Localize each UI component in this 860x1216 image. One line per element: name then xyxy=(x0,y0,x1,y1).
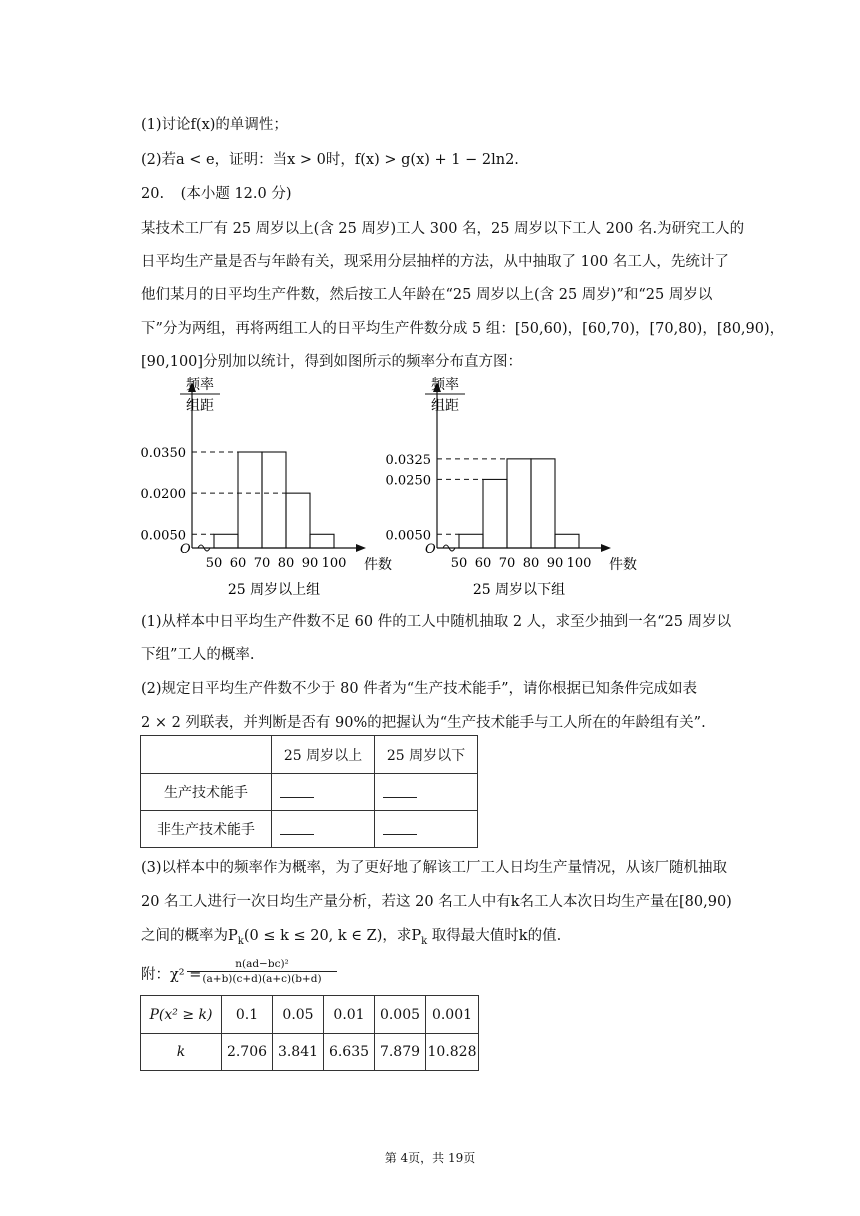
q20-sub1-line: 下组”工人的概率. xyxy=(141,647,255,663)
q20-sub2-line: (2)规定日平均生产件数不少于 80 件者为“生产技术能手”，请你根据已知条件完成如表 xyxy=(141,681,698,697)
q19-part1: (1)讨论f(x)的单调性； xyxy=(141,117,288,133)
table-cell: 0.1 xyxy=(222,996,273,1034)
origin-label: O xyxy=(425,542,436,557)
x-tick-label: 90 xyxy=(546,556,564,571)
histogram-above-25 xyxy=(130,372,400,604)
x-tick-label: 60 xyxy=(229,556,247,571)
y-tick-label: 0.0350 xyxy=(140,446,186,461)
table-cell: 3.841 xyxy=(273,1034,324,1071)
y-tick-label: 0.0050 xyxy=(385,528,431,544)
table-cell: 6.635 xyxy=(324,1034,375,1071)
chart-title: 25 周岁以下组 xyxy=(472,582,566,598)
answer-blank[interactable] xyxy=(280,783,314,798)
x-tick-label: 50 xyxy=(205,556,223,571)
q20-intro-line: 日平均生产量是否与年龄有关，现采用分层抽样的方法，从中抽取了 100 名工人，先统计了 xyxy=(141,254,729,270)
y-tick-label: 0.0050 xyxy=(140,528,186,544)
x-tick-label: 50 xyxy=(450,556,468,571)
histogram-bar xyxy=(459,534,483,548)
x-tick-label: 90 xyxy=(301,556,319,571)
y-axis-label-numerator: 频率 xyxy=(431,377,459,393)
x-axis-arrow xyxy=(356,544,366,552)
table-cell: 7.879 xyxy=(375,1034,426,1071)
table-row-label: 生产技术能手 xyxy=(141,774,272,811)
appendix-prefix: 附：χ² = xyxy=(141,967,202,983)
q20-header xyxy=(141,182,292,203)
q20-sub2-line: 2 × 2 列联表，并判断是否有 90%的把握认为“生产技术能手与工人所在的年龄组有关”. xyxy=(141,715,706,731)
table-row-label: 非生产技术能手 xyxy=(141,811,272,848)
answer-blank[interactable] xyxy=(383,783,417,798)
histogram-below-25 xyxy=(375,372,645,604)
table-cell: 0.01 xyxy=(324,996,375,1034)
x-tick-label: 80 xyxy=(277,556,295,571)
chi-square-table xyxy=(140,995,479,1071)
x-tick-label: 80 xyxy=(522,556,540,571)
x-tick-label: 100 xyxy=(321,556,347,571)
q20-intro-line: 他们某月的日平均生产件数，然后按工人年龄在“25 周岁以上(含 25 周岁)”和“25 周岁以 xyxy=(141,287,713,303)
histogram-bar xyxy=(262,452,286,548)
formula-numerator: n(ad−bc)² xyxy=(187,958,337,972)
y-tick-label: 0.0250 xyxy=(385,473,431,489)
q20-intro-line: 某技术工厂有 25 周岁以上(含 25 周岁)工人 300 名，25 周岁以下工人 200 名.为研究工人的 xyxy=(141,221,745,237)
table-header-cell: 25 周岁以下 xyxy=(375,736,478,774)
x-axis-arrow xyxy=(601,544,611,552)
page-footer: 第 4页，共 19页 xyxy=(384,1151,476,1165)
q20-number: 20. xyxy=(141,186,165,202)
table-cell: 0.005 xyxy=(375,996,426,1034)
q20-intro-line: 下”分为两组，再将两组工人的日平均生产件数分成 5 组：[50,60)，[60,70)，[70,80)，[80,90)， xyxy=(141,321,785,337)
y-axis-label-numerator: 频率 xyxy=(186,377,214,393)
x-axis-label: 件数 xyxy=(609,557,637,573)
q20-sub1-line: (1)从样本中日平均生产件数不足 60 件的工人中随机抽取 2 人，求至少抽到一名“25 周岁以 xyxy=(141,614,732,630)
histogram-bar xyxy=(214,534,238,548)
q20-sub3-line: 20 名工人进行一次日均生产量分析，若这 20 名工人中有k名工人本次日均生产量在[80,90) xyxy=(141,894,732,910)
x-tick-label: 70 xyxy=(498,556,516,571)
histogram-bar xyxy=(507,459,531,548)
y-tick-label: 0.0325 xyxy=(385,452,431,468)
histogram-bar xyxy=(310,534,334,548)
histogram-bar xyxy=(483,479,507,548)
table-header-cell xyxy=(141,736,272,774)
origin-label: O xyxy=(180,542,191,557)
histogram-bar xyxy=(531,459,555,548)
x-axis-label: 件数 xyxy=(364,557,392,573)
histogram-bar xyxy=(555,534,579,548)
table-row-label: k xyxy=(141,1034,222,1071)
table-cell: 10.828 xyxy=(426,1034,479,1071)
q20-score: (本小题 12.0 分) xyxy=(180,186,292,202)
histogram-bar xyxy=(238,452,262,548)
formula-denominator: (a+b)(c+d)(a+c)(b+d) xyxy=(202,973,322,985)
table-row-label: P(x² ≥ k) xyxy=(141,996,222,1034)
q20-intro-line: [90,100]分别加以统计，得到如图所示的频率分布直方图： xyxy=(141,354,523,370)
x-tick-label: 70 xyxy=(253,556,271,571)
table-cell: 0.05 xyxy=(273,996,324,1034)
x-tick-label: 60 xyxy=(474,556,492,571)
x-tick-label: 100 xyxy=(566,556,592,571)
y-axis-label-denominator: 组距 xyxy=(186,398,214,414)
chart-title: 25 周岁以上组 xyxy=(227,582,321,598)
table-cell: 0.001 xyxy=(426,996,479,1034)
table-header-cell: 25 周岁以上 xyxy=(272,736,375,774)
q19-part2: (2)若a < e，证明：当x > 0时，f(x) > g(x) + 1 − 2ln2. xyxy=(141,152,519,168)
q20-sub3-line: 之间的概率为$P_k(0 \le k \le 20$, k ∈ Z)，求$P_k$ 取得最大值时k的值. xyxy=(141,928,562,947)
y-axis-label-denominator: 组距 xyxy=(431,398,459,414)
chi-square-formula xyxy=(187,958,337,985)
answer-blank[interactable] xyxy=(383,820,417,835)
q20-sub3-line: (3)以样本中的频率作为概率，为了更好地了解该工厂工人日均生产量情况，从该厂随机抽取 xyxy=(141,860,728,876)
contingency-table xyxy=(140,735,478,848)
answer-blank[interactable] xyxy=(280,820,314,835)
histogram-bar xyxy=(286,493,310,548)
y-tick-label: 0.0200 xyxy=(140,487,186,503)
table-cell: 2.706 xyxy=(222,1034,273,1071)
